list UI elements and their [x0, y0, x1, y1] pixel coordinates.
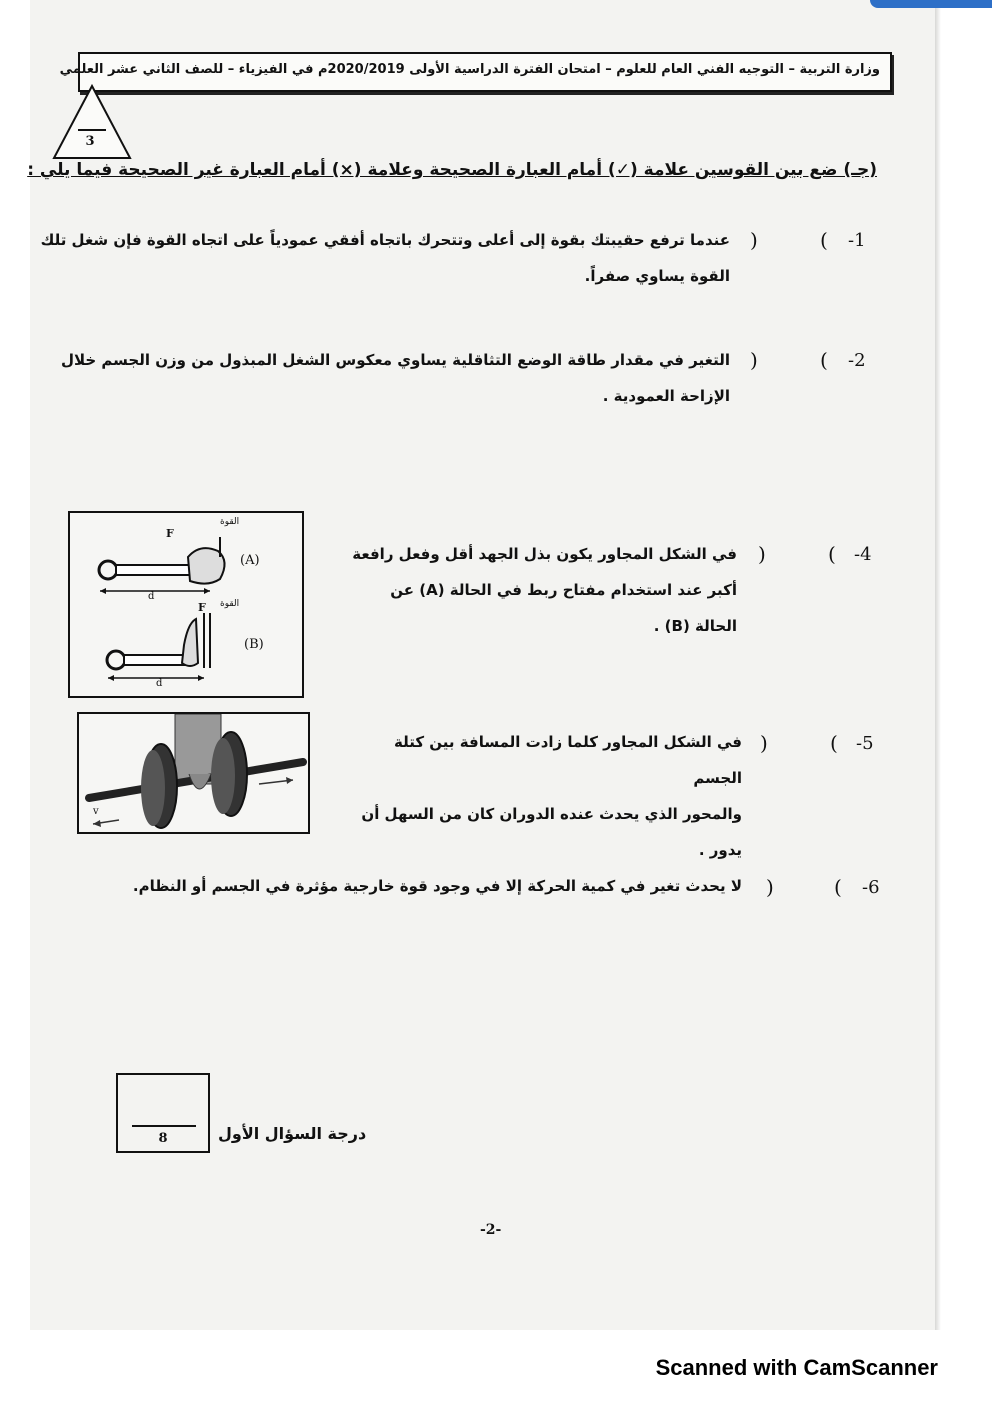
question-5-text	[342, 724, 742, 868]
answer-bracket-open[interactable]: (	[828, 542, 836, 566]
wrench-b-force-word: القوة	[220, 599, 240, 609]
question-5-line-1: في الشكل المجاور كلما زادت المسافة بين كتلة الجسم	[394, 733, 742, 787]
wrench-a-graphic	[99, 537, 225, 594]
dumbbell-diagram	[79, 714, 308, 832]
question-4-text	[337, 536, 737, 644]
question-2-text	[60, 342, 730, 414]
question-score-value: 8	[158, 1131, 168, 1146]
wrench-a-label: (A)	[240, 553, 260, 568]
section-score-value: 3	[85, 134, 95, 149]
question-4-number: -4	[854, 544, 872, 565]
question-6-number: -6	[862, 877, 880, 898]
question-1-line-2: القوة يساوي صفراً.	[584, 267, 730, 285]
corner-mark	[870, 0, 992, 8]
answer-bracket-close[interactable]: )	[750, 228, 758, 252]
question-5-line-2: والمحور الذي يحدث عنده الدوران كان من السهل أن	[361, 805, 742, 823]
question-5-number: -5	[856, 733, 874, 754]
answer-bracket-close[interactable]: )	[766, 875, 774, 899]
score-line	[132, 1125, 196, 1127]
question-6-line-1: لا يحدث تغير في كمية الحركة إلا في وجود قوة خارجية مؤثرة في الجسم أو النظام.	[132, 877, 742, 895]
question-2-line-1: التغير في مقدار طاقة الوضع التثاقلية يساوي معكوس الشغل المبذول من وزن الجسم خلال	[60, 351, 730, 369]
exam-header	[59, 52, 892, 92]
exam-header-title: وزارة التربية – التوجيه الفني العام للعلوم – امتحان الفترة الدراسية الأولى 2020/2019م في الفيزياء – للصف الثاني عشر العلمي	[59, 62, 880, 77]
wrench-b-label: (B)	[244, 637, 264, 652]
question-6-text	[132, 868, 742, 904]
question-5-line-3: يدور .	[698, 841, 742, 859]
section-instruction: (جـ) ضع بين القوسين علامة (✓) أمام العبارة الصحيحة وعلامة (×) أمام العبارة غير الصحيحة فيما يلي :	[27, 160, 877, 180]
paper-edge	[935, 0, 941, 1330]
page-number: -2-	[480, 1222, 502, 1238]
question-2-number: -2	[848, 350, 866, 371]
wrench-diagram	[70, 513, 302, 696]
dumbbell-velocity-symbol: v	[93, 806, 99, 817]
answer-bracket-close[interactable]: )	[758, 542, 766, 566]
wrench-b-force-symbol: F	[198, 601, 206, 614]
question-4-line-3: الحالة (B) .	[653, 617, 737, 635]
question-4-line-1: في الشكل المجاور يكون بذل الجهد أقل وفعل رافعة	[352, 545, 737, 563]
question-score-label: درجة السؤال الأول	[218, 1124, 367, 1143]
wrench-figure	[68, 511, 304, 698]
question-2-line-2: الإزاحة العمودية .	[602, 387, 730, 405]
answer-bracket-open[interactable]: (	[820, 228, 828, 252]
question-1-line-1: عندما ترفع حقيبتك بقوة إلى أعلى وتتحرك باتجاه أفقي عمودياً على اتجاه القوة فإن شغل تلك	[40, 231, 730, 249]
dumbbell-figure	[77, 712, 310, 834]
wrench-b-graphic	[107, 613, 210, 681]
answer-bracket-open[interactable]: (	[834, 875, 842, 899]
question-1-text	[40, 222, 730, 294]
wrench-a-force-word: القوة	[220, 517, 240, 527]
question-score-box	[116, 1073, 210, 1153]
answer-bracket-close[interactable]: )	[760, 731, 768, 755]
answer-bracket-open[interactable]: (	[820, 348, 828, 372]
scanner-watermark: Scanned with CamScanner	[655, 1355, 938, 1380]
question-1-number: -1	[848, 230, 866, 251]
wrench-b-distance-symbol: d	[156, 678, 163, 689]
answer-bracket-open[interactable]: (	[830, 731, 838, 755]
question-4-line-2: أكبر عند استخدام مفتاح ربط في الحالة (A) عن	[390, 581, 737, 599]
wrench-a-distance-symbol: d	[148, 591, 155, 602]
dumbbell-graphic	[89, 714, 303, 828]
wrench-a-force-symbol: F	[166, 527, 174, 540]
answer-bracket-close[interactable]: )	[750, 348, 758, 372]
